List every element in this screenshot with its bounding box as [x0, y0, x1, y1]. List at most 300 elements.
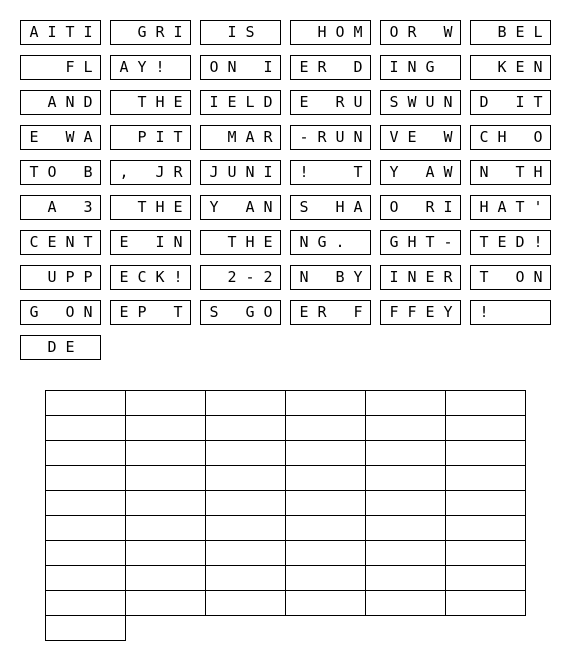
- tile-char: M: [227, 128, 237, 146]
- grid-cell[interactable]: [205, 390, 286, 416]
- grid-cell[interactable]: [125, 440, 206, 466]
- tile-char: [331, 164, 349, 181]
- tile-char: [313, 94, 331, 111]
- grid-cell[interactable]: [45, 390, 126, 416]
- tile-char: [25, 199, 43, 216]
- tile-char: E: [65, 338, 75, 356]
- tile-char: [439, 59, 457, 76]
- letter-tile[interactable]: [290, 20, 371, 45]
- tile-char: [61, 199, 79, 216]
- letter-tile[interactable]: [470, 300, 551, 325]
- tile-char: [475, 59, 493, 76]
- tile-char: H: [497, 128, 507, 146]
- letter-tile[interactable]: [380, 230, 461, 255]
- tile-char: C: [29, 233, 39, 251]
- tile-char: [241, 59, 259, 76]
- tile-char: T: [173, 128, 183, 146]
- tile-char: [331, 304, 349, 321]
- tile-char: E: [299, 58, 309, 76]
- letter-tile[interactable]: [20, 230, 101, 255]
- tile-char: [529, 304, 547, 321]
- tile-char: H: [245, 233, 255, 251]
- letter-tile[interactable]: [110, 195, 191, 220]
- tile-char: E: [119, 268, 129, 286]
- tile-char: O: [47, 163, 57, 181]
- tile-char: [25, 59, 43, 76]
- tile-char: B: [335, 268, 345, 286]
- letter-tile[interactable]: [470, 90, 551, 115]
- tile-char: N: [245, 163, 255, 181]
- tile-char: [115, 129, 133, 146]
- grid-cell[interactable]: [45, 440, 126, 466]
- grid-cell[interactable]: [125, 490, 206, 516]
- letter-tile[interactable]: [470, 195, 551, 220]
- tile-char: O: [533, 128, 543, 146]
- tile-char: N: [299, 233, 309, 251]
- tile-char: F: [407, 303, 417, 321]
- tile-char: L: [245, 93, 255, 111]
- tile-char: E: [515, 58, 525, 76]
- tile-char: D: [353, 58, 363, 76]
- tile-char: N: [533, 58, 543, 76]
- letter-tile[interactable]: [20, 125, 101, 150]
- grid-cell[interactable]: [445, 540, 526, 566]
- tile-char: !: [173, 268, 183, 286]
- tile-char: [259, 24, 277, 41]
- grid-cell[interactable]: [45, 615, 126, 641]
- tile-char: H: [533, 163, 543, 181]
- tile-char: [493, 269, 511, 286]
- tile-char: R: [407, 23, 417, 41]
- tile-char: U: [335, 128, 345, 146]
- letter-tile[interactable]: [290, 195, 371, 220]
- grid-cell[interactable]: [205, 565, 286, 591]
- tile-char: [133, 234, 151, 251]
- grid-cell[interactable]: [45, 415, 126, 441]
- tile-char: [421, 24, 439, 41]
- tile-char: I: [227, 23, 237, 41]
- letter-tile[interactable]: [20, 265, 101, 290]
- grid-cell[interactable]: [445, 415, 526, 441]
- letter-tile[interactable]: [380, 195, 461, 220]
- letter-tile[interactable]: [200, 90, 281, 115]
- tile-char: A: [47, 93, 57, 111]
- tile-char: [25, 94, 43, 111]
- tile-char: R: [317, 58, 327, 76]
- tile-char: H: [335, 198, 345, 216]
- letter-tile[interactable]: [20, 55, 101, 80]
- tile-char: 2: [263, 268, 273, 286]
- letter-tile[interactable]: [110, 160, 191, 185]
- tile-char: [205, 24, 223, 41]
- tile-char: E: [29, 128, 39, 146]
- tile-char: 3: [83, 198, 93, 216]
- tile-char: A: [497, 198, 507, 216]
- letter-tile[interactable]: [380, 55, 461, 80]
- letter-tile[interactable]: [200, 125, 281, 150]
- letter-tile[interactable]: [290, 90, 371, 115]
- tile-char: J: [209, 163, 219, 181]
- letter-tile[interactable]: [200, 300, 281, 325]
- grid-cell[interactable]: [205, 540, 286, 566]
- letter-tile[interactable]: [290, 160, 371, 185]
- grid-cell[interactable]: [45, 565, 126, 591]
- grid-cell[interactable]: [365, 440, 446, 466]
- tile-char: H: [479, 198, 489, 216]
- tile-char: H: [155, 93, 165, 111]
- tile-char: I: [155, 128, 165, 146]
- tile-char: N: [173, 233, 183, 251]
- tile-char: O: [389, 23, 399, 41]
- grid-cell[interactable]: [445, 515, 526, 541]
- tile-char: E: [515, 23, 525, 41]
- letter-tile[interactable]: [20, 335, 101, 360]
- letter-tile[interactable]: [110, 20, 191, 45]
- grid-cell[interactable]: [445, 440, 526, 466]
- tile-char: W: [443, 23, 453, 41]
- grid-cell[interactable]: [285, 540, 366, 566]
- grid-cell[interactable]: [125, 590, 206, 616]
- grid-cell[interactable]: [45, 590, 126, 616]
- grid-cell[interactable]: [125, 565, 206, 591]
- tile-char: L: [533, 23, 543, 41]
- tile-char: [223, 304, 241, 321]
- tile-char: P: [137, 128, 147, 146]
- grid-cell[interactable]: [285, 390, 366, 416]
- tile-char: L: [83, 58, 93, 76]
- tile-char: T: [173, 303, 183, 321]
- grid-cell[interactable]: [45, 465, 126, 491]
- grid-cell[interactable]: [445, 490, 526, 516]
- tile-char: P: [83, 268, 93, 286]
- tile-char: I: [389, 58, 399, 76]
- tile-char: O: [389, 198, 399, 216]
- grid-cell[interactable]: [205, 515, 286, 541]
- tile-char: S: [389, 93, 399, 111]
- tile-char: T: [479, 233, 489, 251]
- letter-tile[interactable]: [380, 125, 461, 150]
- letter-tile[interactable]: [110, 300, 191, 325]
- tile-char: E: [119, 233, 129, 251]
- tile-char: [403, 164, 421, 181]
- tile-char: ': [533, 198, 543, 216]
- tile-char: [79, 339, 97, 356]
- grid-cell[interactable]: [45, 515, 126, 541]
- tile-char: I: [389, 268, 399, 286]
- tile-char: [43, 129, 61, 146]
- tile-char: [169, 59, 187, 76]
- tile-char: .: [335, 233, 345, 251]
- tile-char: [313, 199, 331, 216]
- grid-cell[interactable]: [285, 490, 366, 516]
- tile-char: [115, 94, 133, 111]
- grid-cell[interactable]: [445, 565, 526, 591]
- tile-char: W: [443, 163, 453, 181]
- letter-tile[interactable]: [290, 125, 371, 150]
- tile-char: N: [299, 268, 309, 286]
- tile-char: T: [515, 198, 525, 216]
- tile-char: [313, 269, 331, 286]
- grid-cell[interactable]: [125, 465, 206, 491]
- tile-char: O: [209, 58, 219, 76]
- letter-tile[interactable]: [200, 265, 281, 290]
- letter-tile[interactable]: [380, 90, 461, 115]
- tile-char: T: [83, 233, 93, 251]
- grid-cell[interactable]: [365, 590, 446, 616]
- tile-char: [61, 164, 79, 181]
- tile-char: K: [497, 58, 507, 76]
- tile-char: E: [119, 303, 129, 321]
- tile-char: N: [533, 268, 543, 286]
- tile-char: I: [263, 163, 273, 181]
- letter-tile[interactable]: [470, 230, 551, 255]
- tile-char: [43, 59, 61, 76]
- letter-tile[interactable]: [20, 300, 101, 325]
- tile-char: [295, 24, 313, 41]
- tile-char: I: [443, 198, 453, 216]
- tile-char: [493, 164, 511, 181]
- tile-char: T: [29, 163, 39, 181]
- tile-char: E: [497, 233, 507, 251]
- letter-tile[interactable]: [380, 300, 461, 325]
- tile-char: I: [155, 233, 165, 251]
- tile-char: [511, 304, 529, 321]
- tile-char: [151, 304, 169, 321]
- tile-char: S: [245, 23, 255, 41]
- tile-char: I: [263, 58, 273, 76]
- tile-char: E: [47, 233, 57, 251]
- grid-cell[interactable]: [45, 490, 126, 516]
- tile-char: G: [245, 303, 255, 321]
- tile-char: T: [137, 198, 147, 216]
- tile-char: S: [209, 303, 219, 321]
- grid-cell[interactable]: [45, 540, 126, 566]
- letter-tile[interactable]: [110, 230, 191, 255]
- grid-cell[interactable]: [445, 390, 526, 416]
- letter-tile[interactable]: [200, 160, 281, 185]
- tile-char: P: [65, 268, 75, 286]
- tile-char: ,: [119, 163, 129, 181]
- grid-cell[interactable]: [205, 415, 286, 441]
- tile-char: I: [515, 93, 525, 111]
- tile-char: T: [65, 23, 75, 41]
- tile-char: [133, 164, 151, 181]
- tile-char: [403, 199, 421, 216]
- tile-char: A: [353, 198, 363, 216]
- grid-cell[interactable]: [285, 415, 366, 441]
- letter-tile[interactable]: [380, 20, 461, 45]
- tile-char: Y: [389, 163, 399, 181]
- tile-char: R: [425, 198, 435, 216]
- tile-char: T: [533, 93, 543, 111]
- grid-cell[interactable]: [365, 390, 446, 416]
- tile-char: N: [353, 128, 363, 146]
- grid-cell[interactable]: [445, 590, 526, 616]
- tile-char: E: [173, 93, 183, 111]
- tile-char: [205, 269, 223, 286]
- grid-cell[interactable]: [125, 415, 206, 441]
- letter-tile[interactable]: [110, 55, 191, 80]
- tile-char: [25, 269, 43, 286]
- tile-char: [511, 129, 529, 146]
- tile-char: D: [263, 93, 273, 111]
- tile-char: T: [479, 268, 489, 286]
- tile-char: G: [389, 233, 399, 251]
- letter-tile[interactable]: [200, 20, 281, 45]
- tile-char: E: [425, 268, 435, 286]
- tile-char: E: [299, 303, 309, 321]
- letter-tile[interactable]: [290, 265, 371, 290]
- tile-char: E: [263, 233, 273, 251]
- letter-tile[interactable]: [380, 265, 461, 290]
- grid-cell[interactable]: [285, 440, 366, 466]
- tile-char: D: [515, 233, 525, 251]
- grid-cell[interactable]: [285, 590, 366, 616]
- grid-cell[interactable]: [125, 515, 206, 541]
- tile-char: N: [407, 58, 417, 76]
- letter-tile[interactable]: [470, 160, 551, 185]
- tile-char: A: [47, 198, 57, 216]
- grid-cell[interactable]: [125, 540, 206, 566]
- tile-char: O: [335, 23, 345, 41]
- tile-char: B: [83, 163, 93, 181]
- tile-char: U: [353, 93, 363, 111]
- tile-char: O: [65, 303, 75, 321]
- grid-cell[interactable]: [365, 515, 446, 541]
- tile-char: R: [443, 268, 453, 286]
- tile-char: F: [65, 58, 75, 76]
- tile-char: !: [299, 163, 309, 181]
- letter-tile[interactable]: [470, 55, 551, 80]
- letter-tile[interactable]: [200, 55, 281, 80]
- tile-char: G: [425, 58, 435, 76]
- tile-char: E: [299, 93, 309, 111]
- tile-char: I: [173, 23, 183, 41]
- tile-char: K: [155, 268, 165, 286]
- tile-char: A: [245, 128, 255, 146]
- letter-tile[interactable]: [470, 20, 551, 45]
- tile-char: I: [47, 23, 57, 41]
- grid-cell[interactable]: [205, 440, 286, 466]
- grid-cell[interactable]: [365, 565, 446, 591]
- letter-tile[interactable]: [290, 300, 371, 325]
- tile-char: A: [83, 128, 93, 146]
- letter-tile[interactable]: [20, 160, 101, 185]
- tile-char: [493, 94, 511, 111]
- tile-char: T: [137, 93, 147, 111]
- letter-tile[interactable]: [110, 125, 191, 150]
- tile-char: T: [425, 233, 435, 251]
- tile-char: T: [515, 163, 525, 181]
- tile-char: [349, 234, 367, 251]
- tile-char: A: [119, 58, 129, 76]
- tile-char: F: [389, 303, 399, 321]
- grid-cell[interactable]: [285, 465, 366, 491]
- tile-char: [313, 164, 331, 181]
- tile-char: U: [47, 268, 57, 286]
- letter-tile[interactable]: [20, 90, 101, 115]
- tile-char: R: [317, 303, 327, 321]
- letter-tile[interactable]: [200, 230, 281, 255]
- letter-tile[interactable]: [290, 230, 371, 255]
- grid-cell[interactable]: [285, 515, 366, 541]
- tile-char: [43, 304, 61, 321]
- tile-char: D: [479, 93, 489, 111]
- tile-char: N: [443, 93, 453, 111]
- tile-char: [115, 199, 133, 216]
- tile-char: A: [245, 198, 255, 216]
- letter-tile[interactable]: [290, 55, 371, 80]
- tile-char: [205, 129, 223, 146]
- tile-char: V: [389, 128, 399, 146]
- grid-cell[interactable]: [205, 490, 286, 516]
- tile-char: N: [479, 163, 489, 181]
- tile-char: Y: [353, 268, 363, 286]
- grid-cell[interactable]: [365, 415, 446, 441]
- grid-cell[interactable]: [445, 465, 526, 491]
- grid-cell[interactable]: [205, 465, 286, 491]
- tile-char: R: [263, 128, 273, 146]
- tile-char: Y: [443, 303, 453, 321]
- tile-char: H: [407, 233, 417, 251]
- letter-tile[interactable]: [20, 20, 101, 45]
- letter-tile[interactable]: [380, 160, 461, 185]
- grid-cell[interactable]: [205, 590, 286, 616]
- tile-char: [493, 304, 511, 321]
- tile-char: N: [227, 58, 237, 76]
- letter-tile[interactable]: [200, 195, 281, 220]
- letter-tile[interactable]: [470, 125, 551, 150]
- tile-char: [475, 24, 493, 41]
- tile-char: E: [407, 128, 417, 146]
- grid-cell[interactable]: [365, 465, 446, 491]
- tile-char: D: [47, 338, 57, 356]
- tile-char: U: [227, 163, 237, 181]
- tile-char: H: [155, 198, 165, 216]
- grid-cell[interactable]: [285, 565, 366, 591]
- tile-char: -: [443, 233, 453, 251]
- tile-char: H: [317, 23, 327, 41]
- tile-char: !: [533, 233, 543, 251]
- tile-char: E: [173, 198, 183, 216]
- tile-char: A: [29, 23, 39, 41]
- letter-tile[interactable]: [20, 195, 101, 220]
- letter-tile[interactable]: [470, 265, 551, 290]
- tile-char: R: [155, 23, 165, 41]
- tile-char: [223, 199, 241, 216]
- tile-char: 2: [227, 268, 237, 286]
- tile-char: G: [317, 233, 327, 251]
- tile-char: N: [65, 93, 75, 111]
- grid-cell[interactable]: [365, 540, 446, 566]
- tile-char: U: [425, 93, 435, 111]
- tile-char: Y: [137, 58, 147, 76]
- tile-char: [25, 339, 43, 356]
- tile-char: W: [443, 128, 453, 146]
- letter-tile[interactable]: [110, 90, 191, 115]
- tile-char: E: [227, 93, 237, 111]
- grid-cell[interactable]: [125, 390, 206, 416]
- tile-char: W: [407, 93, 417, 111]
- tile-char: G: [29, 303, 39, 321]
- tile-char: -: [299, 128, 309, 146]
- tile-char: -: [245, 268, 255, 286]
- grid-cell[interactable]: [365, 490, 446, 516]
- tile-char: B: [497, 23, 507, 41]
- tile-char: C: [479, 128, 489, 146]
- tile-char: R: [335, 93, 345, 111]
- letter-tile[interactable]: [110, 265, 191, 290]
